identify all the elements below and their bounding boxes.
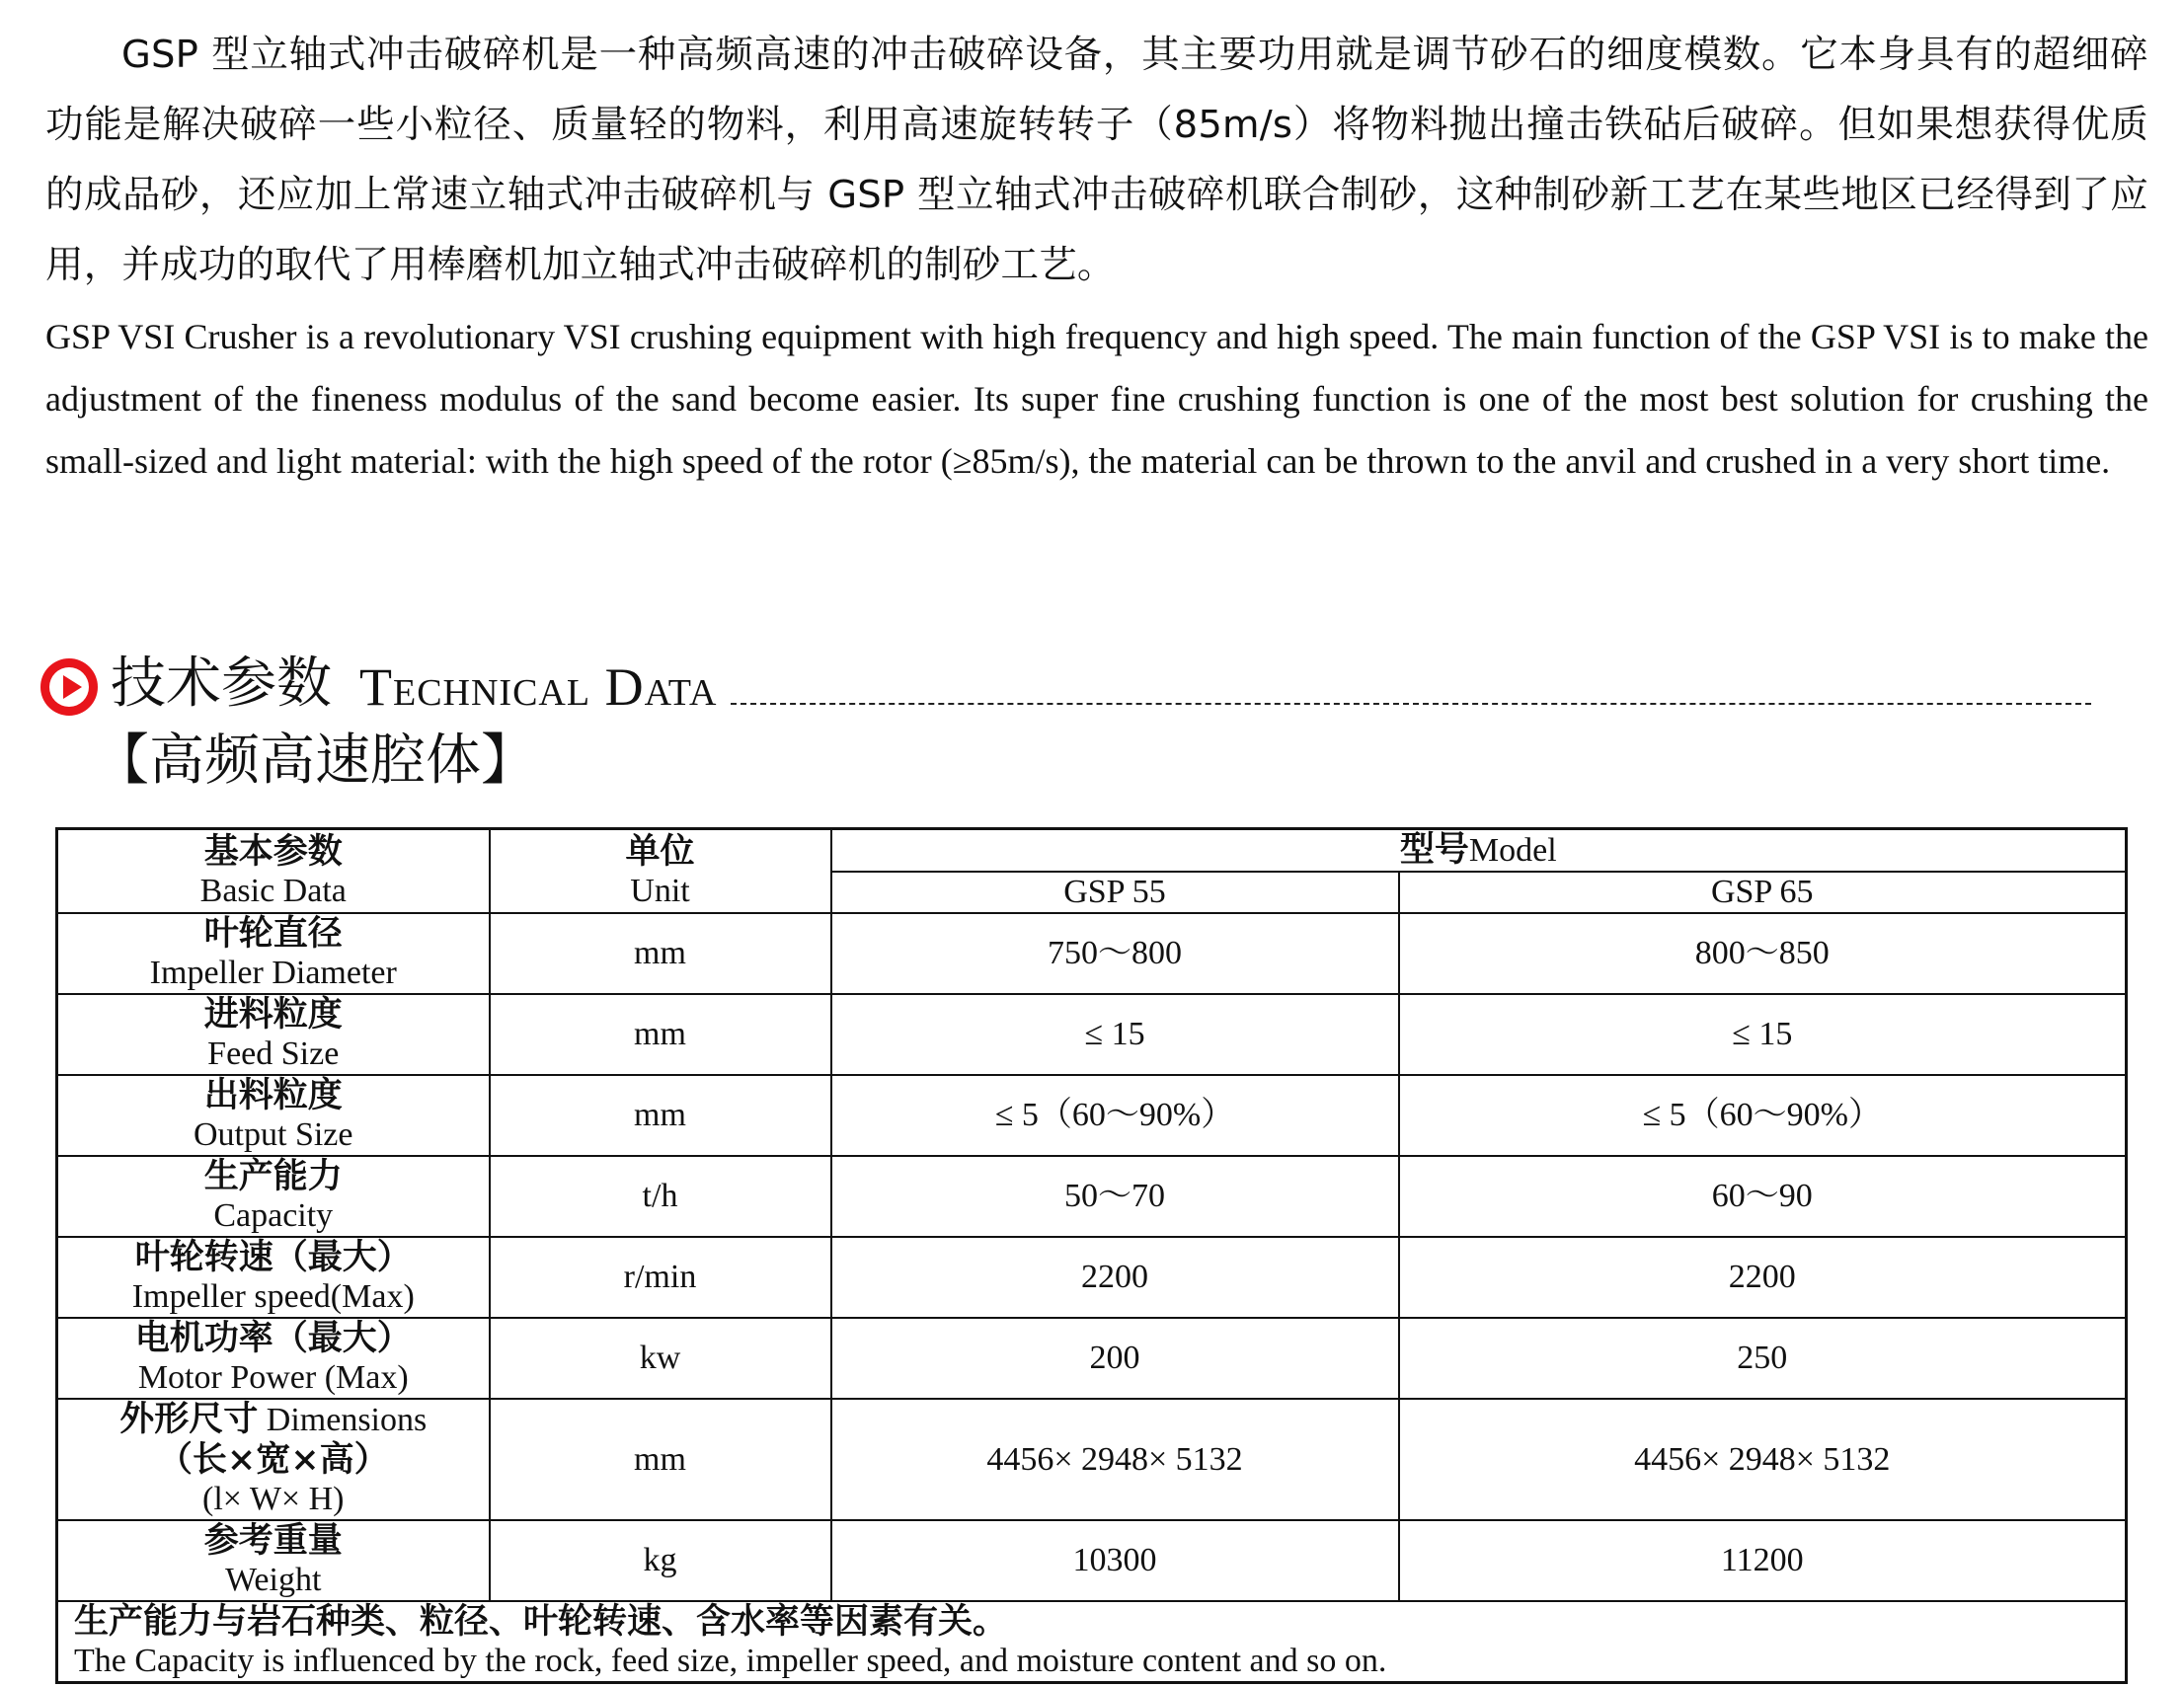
header-basic-data: 基本参数 Basic Data bbox=[57, 829, 490, 914]
intro-paragraph-en: GSP VSI Crusher is a revolutionary VSI crushing equipment with high frequency and high speed. The main function of the GSP VSI is to make the adjustment of the fineness modulus of the sand become easier. Its super fine crushing function is one of the most best solution for crushing the small-sized and light material: with the high speed of the rotor (≥85m/s), the material can be thrown to the anvil and crushed in a very short time. bbox=[45, 317, 2148, 481]
unit-cell: mm bbox=[490, 913, 831, 994]
note-cn: 生产能力与岩石种类、粒径、叶轮转速、含水率等因素有关。 bbox=[74, 1601, 1008, 1642]
value-cell: 11200 bbox=[1399, 1520, 2127, 1601]
section-title-cn: 技术参数 bbox=[111, 652, 332, 716]
value-cell: 200 bbox=[831, 1318, 1399, 1399]
model-gsp65: GSP 65 bbox=[1399, 872, 2127, 913]
table-header-row bbox=[57, 829, 2127, 873]
table-row-weight bbox=[57, 1520, 2127, 1601]
dashed-rule bbox=[731, 703, 2091, 705]
note-en: The Capacity is influenced by the rock, feed size, impeller speed, and moisture content and so on. bbox=[74, 1643, 1387, 1679]
unit-cell: mm bbox=[490, 1399, 831, 1520]
value-cell: 750～800 bbox=[831, 913, 1399, 994]
unit-cell: mm bbox=[490, 1075, 831, 1156]
header-model: 型号Model bbox=[831, 829, 2127, 873]
value-cell: 2200 bbox=[831, 1237, 1399, 1318]
value-cell: 800～850 bbox=[1399, 913, 2127, 994]
value-cell: 4456× 2948× 5132 bbox=[1399, 1399, 2127, 1520]
header-unit: 单位 Unit bbox=[490, 829, 831, 914]
chamber-subtitle: 【高频高速腔体】 bbox=[94, 728, 536, 793]
value-cell: ≤ 15 bbox=[831, 994, 1399, 1075]
value-cell: ≤ 5（60～90%） bbox=[831, 1075, 1399, 1156]
table-row bbox=[57, 994, 2127, 1075]
unit-cell: r/min bbox=[490, 1237, 831, 1318]
value-cell: 250 bbox=[1399, 1318, 2127, 1399]
value-cell: ≤ 15 bbox=[1399, 994, 2127, 1075]
model-gsp55: GSP 55 bbox=[831, 872, 1399, 913]
unit-cell: mm bbox=[490, 994, 831, 1075]
intro-paragraph-cn: GSP 型立轴式冲击破碎机是一种高频高速的冲击破碎设备，其主要功用就是调节砂石的细度模数。它本身具有的超细碎功能是解决破碎一些小粒径、质量轻的物料，利用高速旋转转子（85m/s）将物料抛出撞击铁砧后破碎。但如果想获得优质的成品砂，还应加上常速立轴式冲击破碎机与 GSP 型立轴式冲击破碎机联合制砂，这种制砂新工艺在某些地区已经得到了应用，并成功的取代了用棒磨机加立轴式冲击破碎机的制砂工艺。 bbox=[45, 33, 2148, 287]
spec-table bbox=[55, 827, 2128, 1684]
param-cell: 叶轮直径 Impeller Diameter bbox=[57, 913, 490, 994]
param-cell: 外形尺寸 Dimensions （长×宽×高） (l× W× H) bbox=[57, 1399, 490, 1520]
param-cell: 叶轮转速（最大） Impeller speed(Max) bbox=[57, 1237, 490, 1318]
param-cell: 参考重量 Weight bbox=[57, 1520, 490, 1601]
unit-cell: t/h bbox=[490, 1156, 831, 1237]
value-cell: 2200 bbox=[1399, 1237, 2127, 1318]
section-title-en: Technical Data bbox=[359, 657, 718, 717]
note-cell bbox=[57, 1601, 2127, 1683]
param-cell: 电机功率（最大） Motor Power (Max) bbox=[57, 1318, 490, 1399]
play-circle-icon bbox=[38, 655, 101, 719]
unit-cell: kg bbox=[490, 1520, 831, 1601]
table-row bbox=[57, 913, 2127, 994]
value-cell: ≤ 5（60～90%） bbox=[1399, 1075, 2127, 1156]
table-row bbox=[57, 1156, 2127, 1237]
unit-cell: kw bbox=[490, 1318, 831, 1399]
value-cell: 60～90 bbox=[1399, 1156, 2127, 1237]
param-cell: 进料粒度 Feed Size bbox=[57, 994, 490, 1075]
param-cell: 生产能力 Capacity bbox=[57, 1156, 490, 1237]
section-heading bbox=[38, 640, 2091, 719]
table-row bbox=[57, 1075, 2127, 1156]
table-row bbox=[57, 1237, 2127, 1318]
table-row bbox=[57, 1318, 2127, 1399]
table-note-row bbox=[57, 1601, 2127, 1683]
param-cell: 出料粒度 Output Size bbox=[57, 1075, 490, 1156]
value-cell: 4456× 2948× 5132 bbox=[831, 1399, 1399, 1520]
table-row-dimensions bbox=[57, 1399, 2127, 1520]
value-cell: 10300 bbox=[831, 1520, 1399, 1601]
value-cell: 50～70 bbox=[831, 1156, 1399, 1237]
